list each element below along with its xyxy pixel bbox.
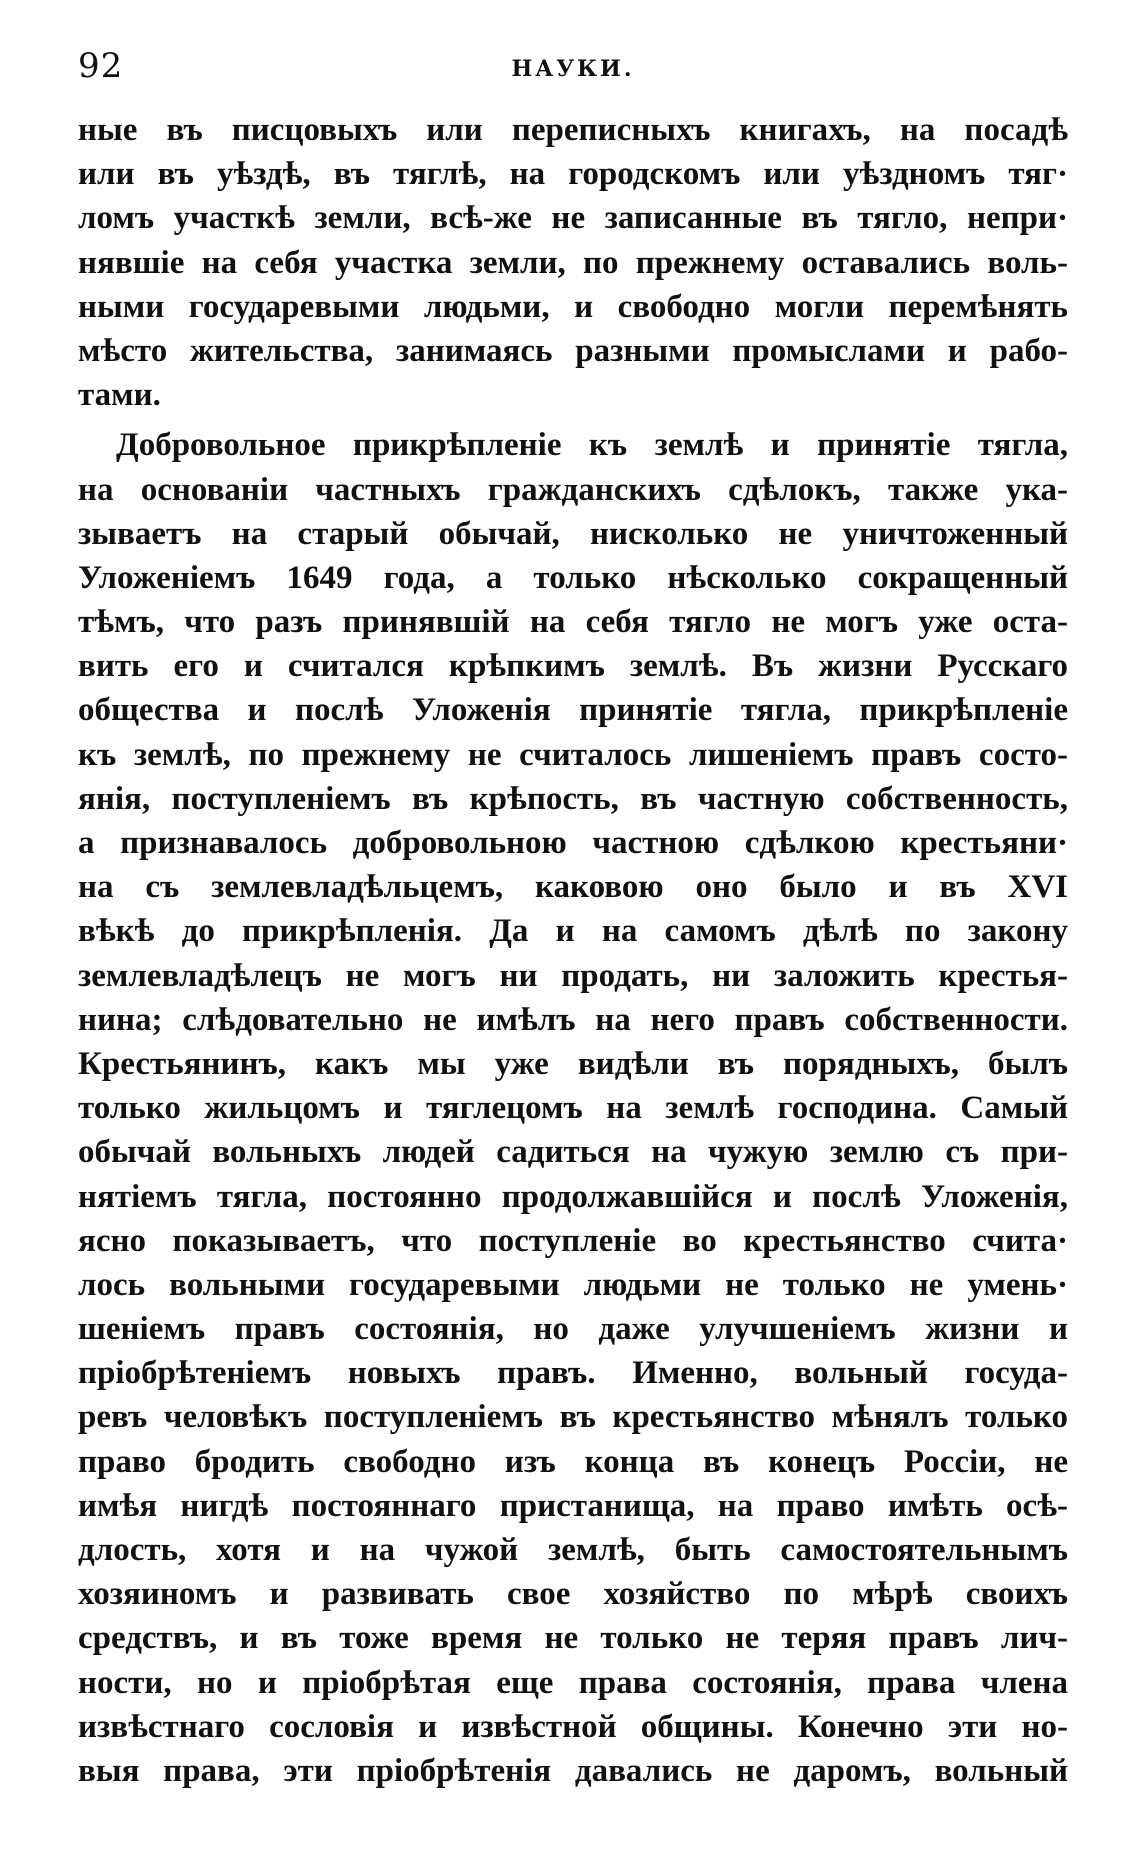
- text-line: длость, хотя и на чужой землѣ, быть самостоятельнымъ: [78, 1532, 1068, 1568]
- text-line: нятіемъ тягла, постоянно продолжавшійся и послѣ Уложенія,: [78, 1178, 1068, 1215]
- text-line: тѣмъ, что разъ принявшій на себя тягло не могъ уже оста-: [78, 604, 1068, 641]
- text-line: ные въ писцовыхъ или переписныхъ книгахъ, на посадѣ: [78, 112, 1068, 148]
- body-text: [78, 108, 1068, 1793]
- text-line: ными государевыми людьми, и свободно могли перемѣнять: [78, 288, 1068, 325]
- text-line: Крестьянинъ, какъ мы уже видѣли въ порядныхъ, былъ: [78, 1045, 1068, 1082]
- text-line: Уложеніемъ 1649 года, а только нѣсколько сокращенный: [78, 559, 1068, 596]
- text-line: право бродить свободно изъ конца въ конецъ Россіи, не: [78, 1443, 1068, 1480]
- text-line: имѣя нигдѣ постояннаго пристанища, на право имѣть осѣ-: [78, 1487, 1068, 1524]
- book-page: [78, 40, 1068, 1793]
- text-line: а признавалось добровольною частною сдѣлкою крестьяни·: [78, 825, 1068, 861]
- paragraph-1: [78, 108, 1068, 417]
- text-line: землевладѣлецъ не могъ ни продать, ни заложить крестья-: [78, 957, 1068, 994]
- paragraph-2: [78, 423, 1068, 1793]
- text-line: янія, поступленіемъ въ крѣпость, въ частную собственность,: [78, 780, 1068, 817]
- text-line: нина; слѣдовательно не имѣлъ на него правъ собственности.: [78, 1001, 1068, 1038]
- text-line: средствъ, и въ тоже время не только не теряя правъ лич-: [78, 1620, 1068, 1657]
- text-line: обычай вольныхъ людей садиться на чужую землю съ при-: [78, 1134, 1068, 1171]
- text-line: лось вольными государевыми людьми не только не умень·: [78, 1266, 1068, 1303]
- text-line: выя права, эти пріобрѣтенія давались не даромъ, вольный: [78, 1752, 1068, 1789]
- text-line: ломъ участкѣ земли, всѣ-же не записанные въ тягло, непри·: [78, 200, 1068, 237]
- text-line: извѣстнаго сословія и извѣстной общины. Конечно эти но-: [78, 1708, 1068, 1745]
- text-line: Добровольное прикрѣпленіе къ землѣ и принятіе тягла,: [116, 427, 1068, 464]
- text-line: вить его и считался крѣпкимъ землѣ. Въ жизни Русскаго: [78, 648, 1068, 685]
- section-title: НАУКИ.: [511, 56, 635, 82]
- text-line: общества и послѣ Уложенія принятіе тягла, прикрѣпленіе: [78, 692, 1068, 729]
- text-line: зываетъ на старый обычай, нисколько не уничтоженный: [78, 515, 1068, 552]
- text-line: ности, но и пріобрѣтая еще права состоянія, права члена: [78, 1664, 1068, 1701]
- page-number: 92: [78, 46, 124, 86]
- text-line: ревъ человѣкъ поступленіемъ въ крестьянство мѣнялъ только: [78, 1399, 1068, 1436]
- text-line: хозяиномъ и развивать свое хозяйство по мѣрѣ своихъ: [78, 1576, 1068, 1613]
- text-line: на основаніи частныхъ гражданскихъ сдѣлокъ, также ука-: [78, 471, 1068, 508]
- text-line: тами.: [78, 377, 161, 414]
- text-line: ясно показываетъ, что поступленіе во крестьянство счита·: [78, 1222, 1068, 1259]
- text-line: вѣкѣ до прикрѣпленія. Да и на самомъ дѣлѣ по закону: [78, 913, 1068, 950]
- text-line: шеніемъ правъ состоянія, но даже улучшеніемъ жизни и: [78, 1311, 1068, 1348]
- text-line: нявшіе на себя участка земли, по прежнему оставались воль-: [78, 244, 1068, 281]
- text-line: только жильцомъ и тяглецомъ на землѣ господина. Самый: [78, 1090, 1068, 1127]
- running-head: [78, 40, 1068, 100]
- text-line: къ землѣ, по прежнему не считалось лишеніемъ правъ состо-: [78, 736, 1068, 773]
- text-line: мѣсто жительства, занимаясь разными промыслами и рабо-: [78, 332, 1068, 369]
- text-line: на съ землевладѣльцемъ, каковою оно было и въ XVI: [78, 869, 1068, 906]
- text-line: пріобрѣтеніемъ новыхъ правъ. Именно, вольный госуда-: [78, 1355, 1068, 1392]
- text-line: или въ уѣздѣ, въ тяглѣ, на городскомъ или уѣздномъ тяг·: [78, 156, 1068, 193]
